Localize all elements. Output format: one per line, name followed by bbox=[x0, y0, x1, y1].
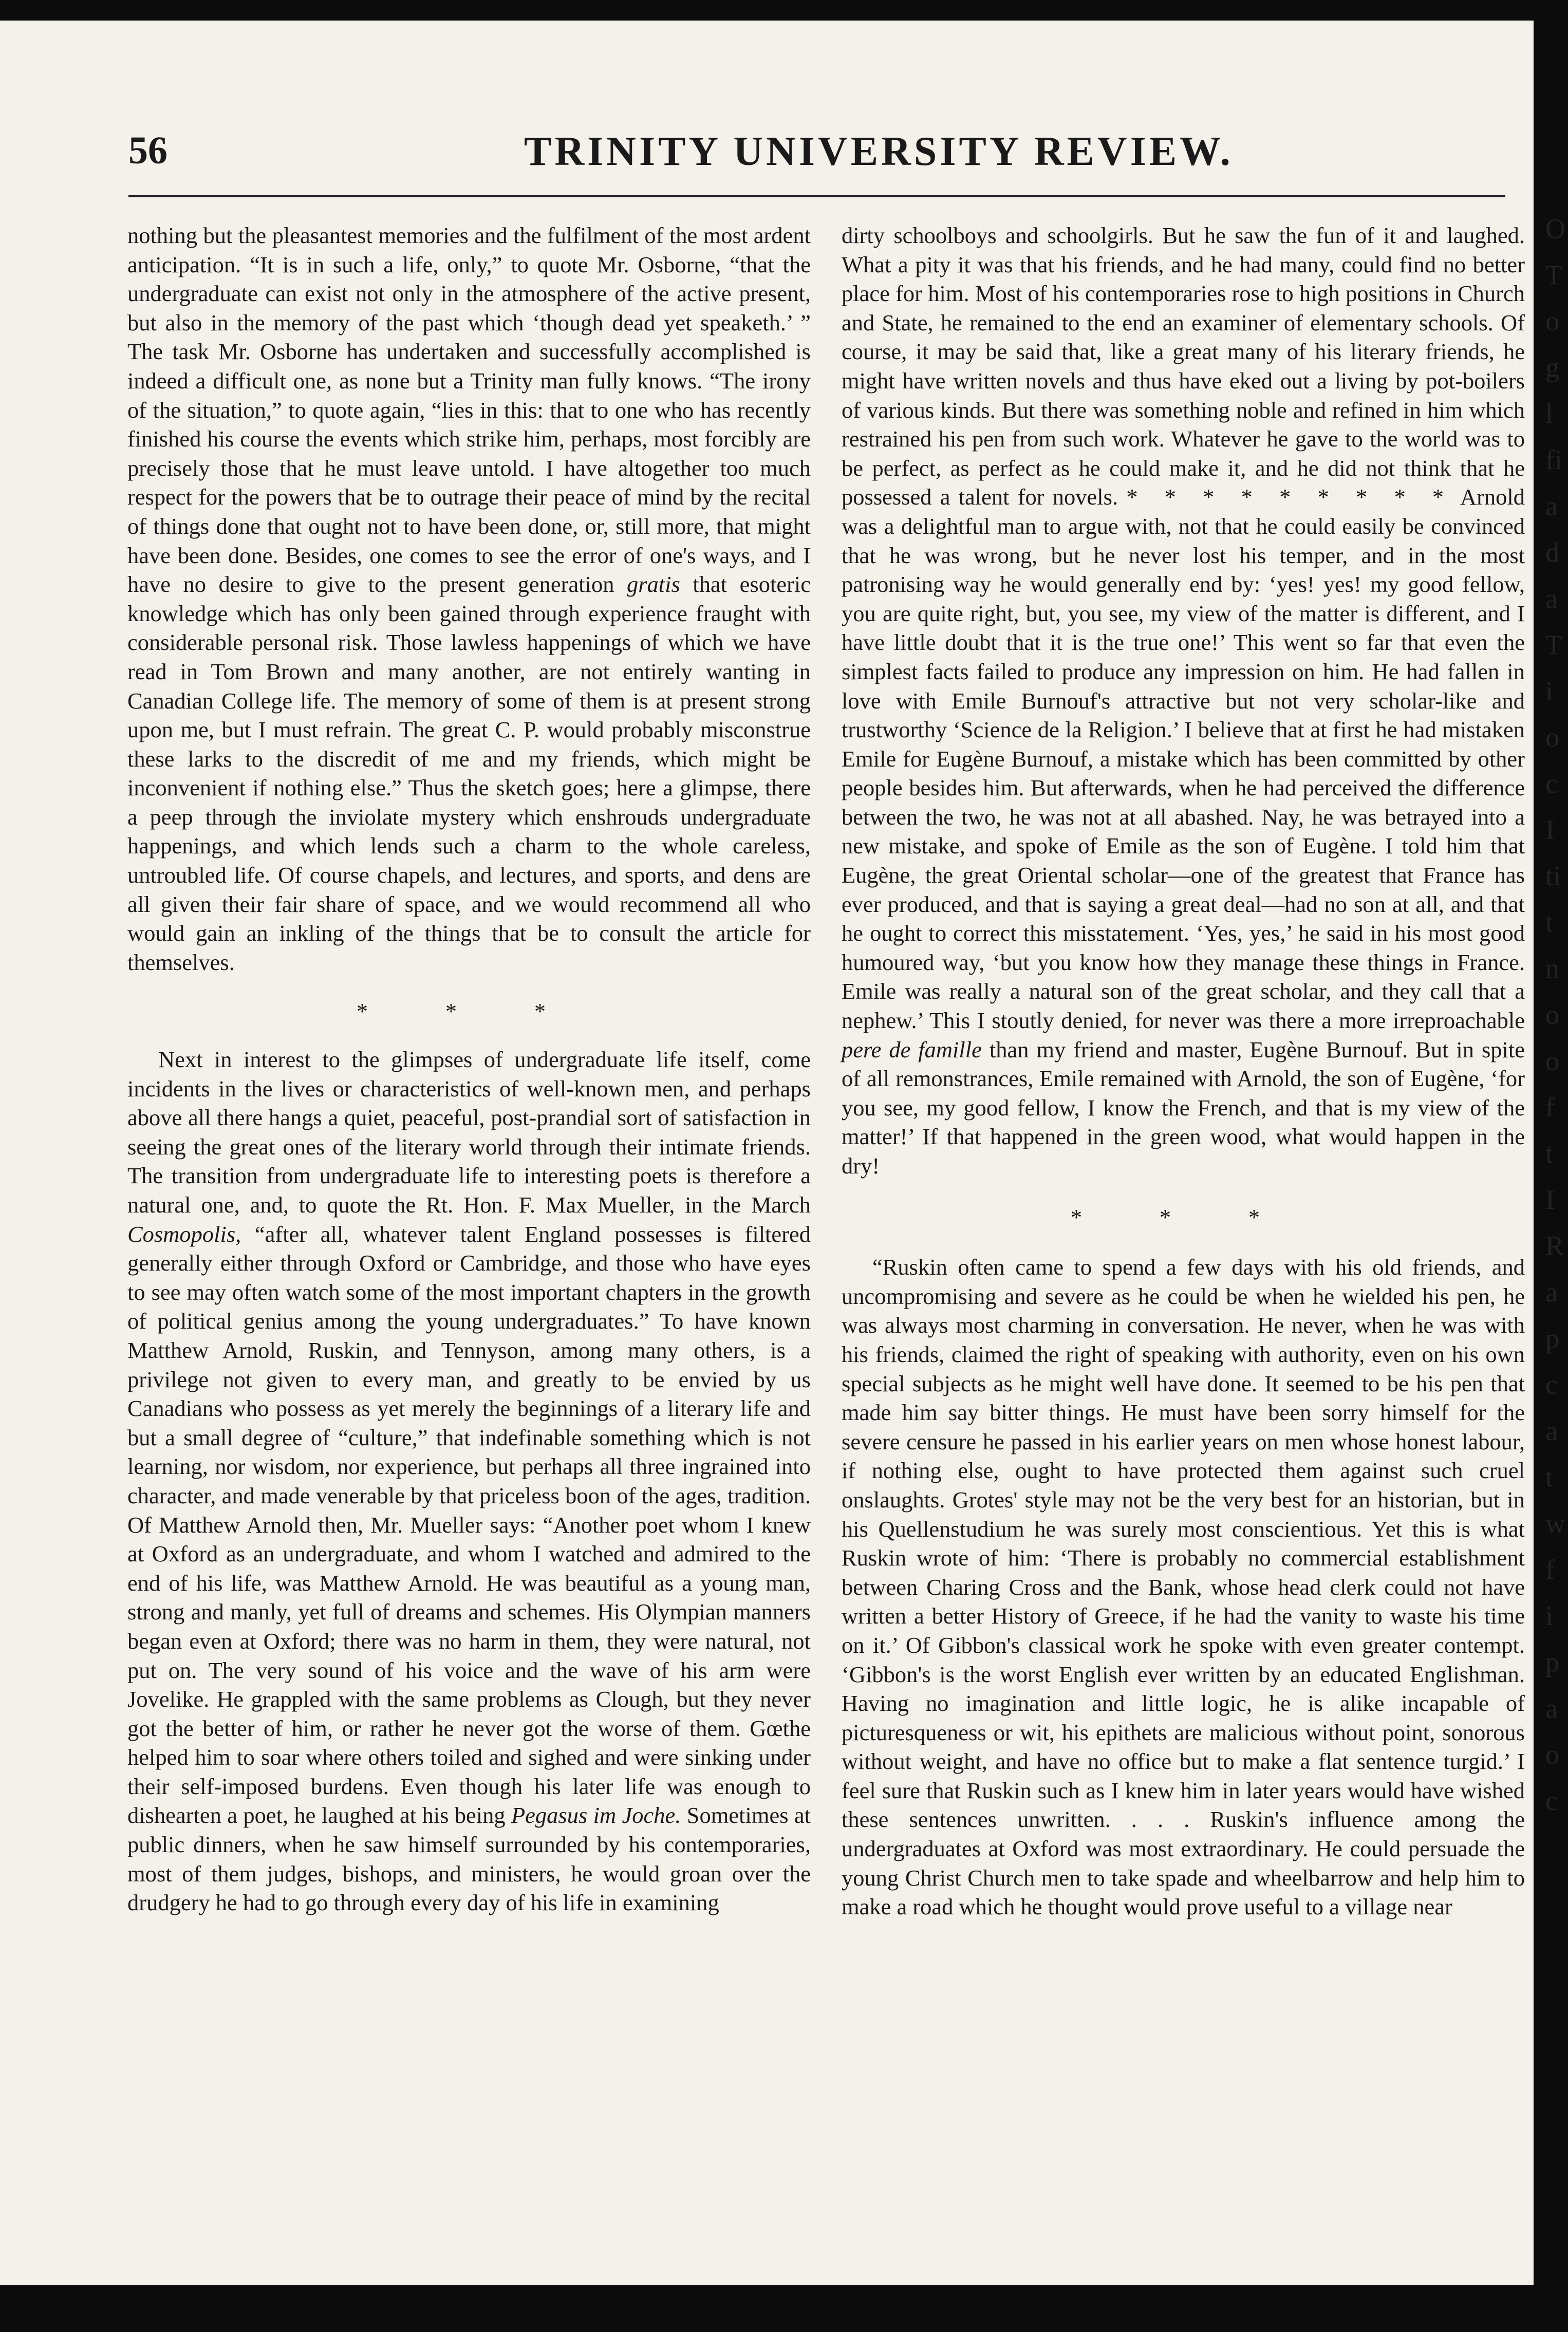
left-p1-italic: gratis bbox=[626, 571, 680, 598]
right-separator: * * * bbox=[1071, 1204, 1296, 1230]
left-p2-italic2: Pegasus im Joche. bbox=[511, 1802, 681, 1829]
left-paragraph-1 bbox=[127, 221, 811, 977]
page-number: 56 bbox=[128, 129, 167, 172]
header-rule bbox=[128, 195, 1505, 197]
right-p1b: Arnold was a delightful man to argue with, not that he could easily be convinced that he was wrong, but he never lost his temper, and in the most patronising way he would generally end by: ‘yes! yes! my good fellow, you are quite right, but, you see, my view of the matter is different, and I have little doubt that it is the true one!’ This went so far that even the simplest facts failed to produce any impression on him. He had fallen in love with Emile Burnouf's attractive but not very scholar-like and trustworthy ‘Science de la Religion.’ I believe that at first he had mistaken Emile for Eugène Burnouf, a mistake which has been committed by other people besides him. But afterwards, when he had perceived the difference between the two, he was not at all abashed. Nay, he was betrayed into a new mistake, and spoke of Emile as the son of Eugène. I told him that Eugène, the great Oriental scholar—one of the greatest that France has ever produced, and that is saying a great deal—had no son at all, and that he ought to correct this misstatement. ‘Yes, yes,’ he said in his most good humoured way, ‘but you know how they manage these things in France. Emile was really a natural son of the great scholar, and they call that a nephew.’ This I stoutly denied, for never was there a more irreproachable bbox=[842, 484, 1525, 1034]
next-page-edge: O T o g l fi a d a T i o c I ti t n o o f t I R a p c a t w f i p a o c bbox=[1545, 213, 1565, 1816]
left-separator: * * * bbox=[357, 999, 582, 1024]
journal-title: TRINITY UNIVERSITY REVIEW. bbox=[524, 129, 1234, 174]
right-p1-italic: pere de famille bbox=[842, 1036, 982, 1062]
left-p2-italic: Cosmopolis, bbox=[127, 1221, 241, 1247]
left-p2a: Next in interest to the glimpses of undergraduate life itself, come incidents in the lives or characteristics of well-known men, and perhaps above all there hangs a quiet, peaceful, post-prandial sort of satisfaction in seeing the great ones of the literary world through their intimate friends. The transition from undergraduate life to interesting poets is therefore a natural one, and, to quote the Rt. Hon. F. Max Mueller, in the March bbox=[127, 1047, 811, 1218]
right-column bbox=[842, 221, 1525, 1921]
right-p1c: than my friend and master, Eugène Burnouf. But in spite of all remonstrances, Emile remained with Arnold, the son of Eugène, ‘for you see, my good fellow, I know the French, and that is my view of the matter!’ If that happened in the green wood, what would happen in the dry! bbox=[842, 1036, 1525, 1179]
scan-border-top bbox=[0, 0, 1568, 21]
left-p1-text: nothing but the pleasantest memories and the fulfilment of the most ardent anticipation. “It is in such a life, only,” to quote Mr. Osborne, “that the undergraduate can exist not only in the atmosphere of the active present, but also in the memory of the past which ‘though dead yet speaketh.’ ” The task Mr. Osborne has undertaken and successfully accomplished is indeed a difficult one, as none but a Trinity man fully knows. “The irony of the situation,” to quote again, “lies in this: that to one who has recently finished his course the events which strike him, perhaps, most forcibly are precisely those that he must leave untold. I have altogether too much respect for the powers that be to outrage their peace of mind by the recital of things done that ought not to have been done, or, still more, that might have been done. Besides, one comes to see the error of one's ways, and I have no desire to give to the present generation bbox=[127, 222, 811, 598]
page-header bbox=[128, 128, 1500, 185]
right-paragraph-2: “Ruskin often came to spend a few days with his old friends, and uncompromising and severe as he could be when he wielded his pen, he was always most charming in conversation. He never, when he was with his friends, claimed the right of speaking with authority, even on his own special subjects as he might well have done. It seemed to be his pen that made him say bitter things. He must have been sorry himself for the severe censure he passed in his earlier years on men whose honest labour, if nothing else, ought to have protected them against such cruel onslaughts. Grotes' style may not be the very best for an historian, but in his Quellenstudium he was surely most conscientious. Yet this is what Ruskin wrote of him: ‘There is probably no commercial establishment between Charing Cross and the Bank, whose head clerk could not have written a better History of Greece, if he had the vanity to waste his time on it.’ Of Gibbon's classical work he spoke with even greater contempt. ‘Gibbon's is the worst English ever written by an educated Englishman. Having no imagination and little logic, he is alike incapable of picturesqueness or wit, his epithets are malicious without point, sonorous without weight, and have no office but to make a flat sentence turgid.’ I feel sure that Ruskin such as I knew him in later years would have wished these sentences unwritten. . . . Ruskin's influence among the undergraduates at Oxford was most extraordinary. He could persuade the young Christ Church men to take spade and wheelbarrow and help him to make a road which he thought would prove useful to a village near bbox=[842, 1254, 1525, 1920]
left-p2c: Sometimes at public dinners, when he saw himself surrounded by his contemporaries, most of them judges, bishops, and ministers, he would groan over the drudgery he had to go through every day of his life in examining bbox=[127, 1802, 811, 1916]
left-column bbox=[127, 221, 811, 1917]
left-p2b: “after all, whatever talent England possesses is filtered generally either through Oxford or Cambridge, and those who have eyes to see may often watch some of the most important chapters in the growth of political genius among the young undergraduates.” To have known Matthew Arnold, Ruskin, and Tennyson, among many others, is a privilege not given to every man, and greatly to be envied by us Canadians who possess as yet merely the beginnings of a literary life and but a small degree of “culture,” that indefinable something which is not learning, nor wisdom, nor experience, but perhaps all three ingrained into character, and made venerable by that priceless boon of the ages, tradition. Of Matthew Arnold then, Mr. Mueller says: “Another poet whom I knew at Oxford as an undergraduate, and whom I watched and admired to the end of his life, was Matthew Arnold. He was beautiful as a young man, strong and manly, yet full of dreams and schemes. His Olympian manners began even at Oxford; there was no harm in them, they were natural, not put on. The very sound of his voice and the wave of his arm were Jovelike. He grappled with the same problems as Clough, but they never got the better of him, or rather he never got the worse of them. Gœthe helped him to soar where others toiled and sighed and were sinking under their self-imposed burdens. Even though his later life was enough to dishearten a poet, he laughed at his being bbox=[127, 1221, 811, 1829]
left-p1-cont: that esoteric knowledge which has only been gained through experience fraught with considerable personal risk. Those lawless happenings of which we have read in Tom Brown and many another, are not entirely wanting in Canadian College life. The memory of some of them is at present strong upon me, but I must refrain. The great C. P. would probably misconstrue these larks to the discredit of me and my friends, which might be inconvenient if nothing else.” Thus the sketch goes; here a glimpse, there a peep through the inviolate mystery which enshrouds undergraduate happenings, and which lends such a charm to the whole careless, untroubled life. Of course chapels, and lectures, and sports, and dens are all given their fair share of space, and we would recommend all who would gain an inkling of the things that be to consult the article for themselves. bbox=[127, 571, 811, 975]
left-paragraph-2 bbox=[127, 1045, 811, 1917]
right-paragraph-1 bbox=[842, 221, 1525, 1181]
right-inline-stars: * * * * * * * * * bbox=[1126, 484, 1453, 510]
right-p1a: dirty schoolboys and schoolgirls. But he saw the fun of it and laughed. What a pity it was that his friends, and he had many, could find no better place for him. Most of his contemporaries rose to high positions in Church and State, he remained to the end an examiner of elementary schools. Of course, it may be said that, like a great many of his literary friends, he might have written novels and thus have eked out a living by pot-boilers of various kinds. But there was something noble and refined in him which restrained his pen from such work. Whatever he gave to the world was to be perfect, as perfect as he could make it, and he did not think that he possessed a talent for novels. bbox=[842, 222, 1525, 510]
scan-border-bottom bbox=[0, 2285, 1568, 2332]
